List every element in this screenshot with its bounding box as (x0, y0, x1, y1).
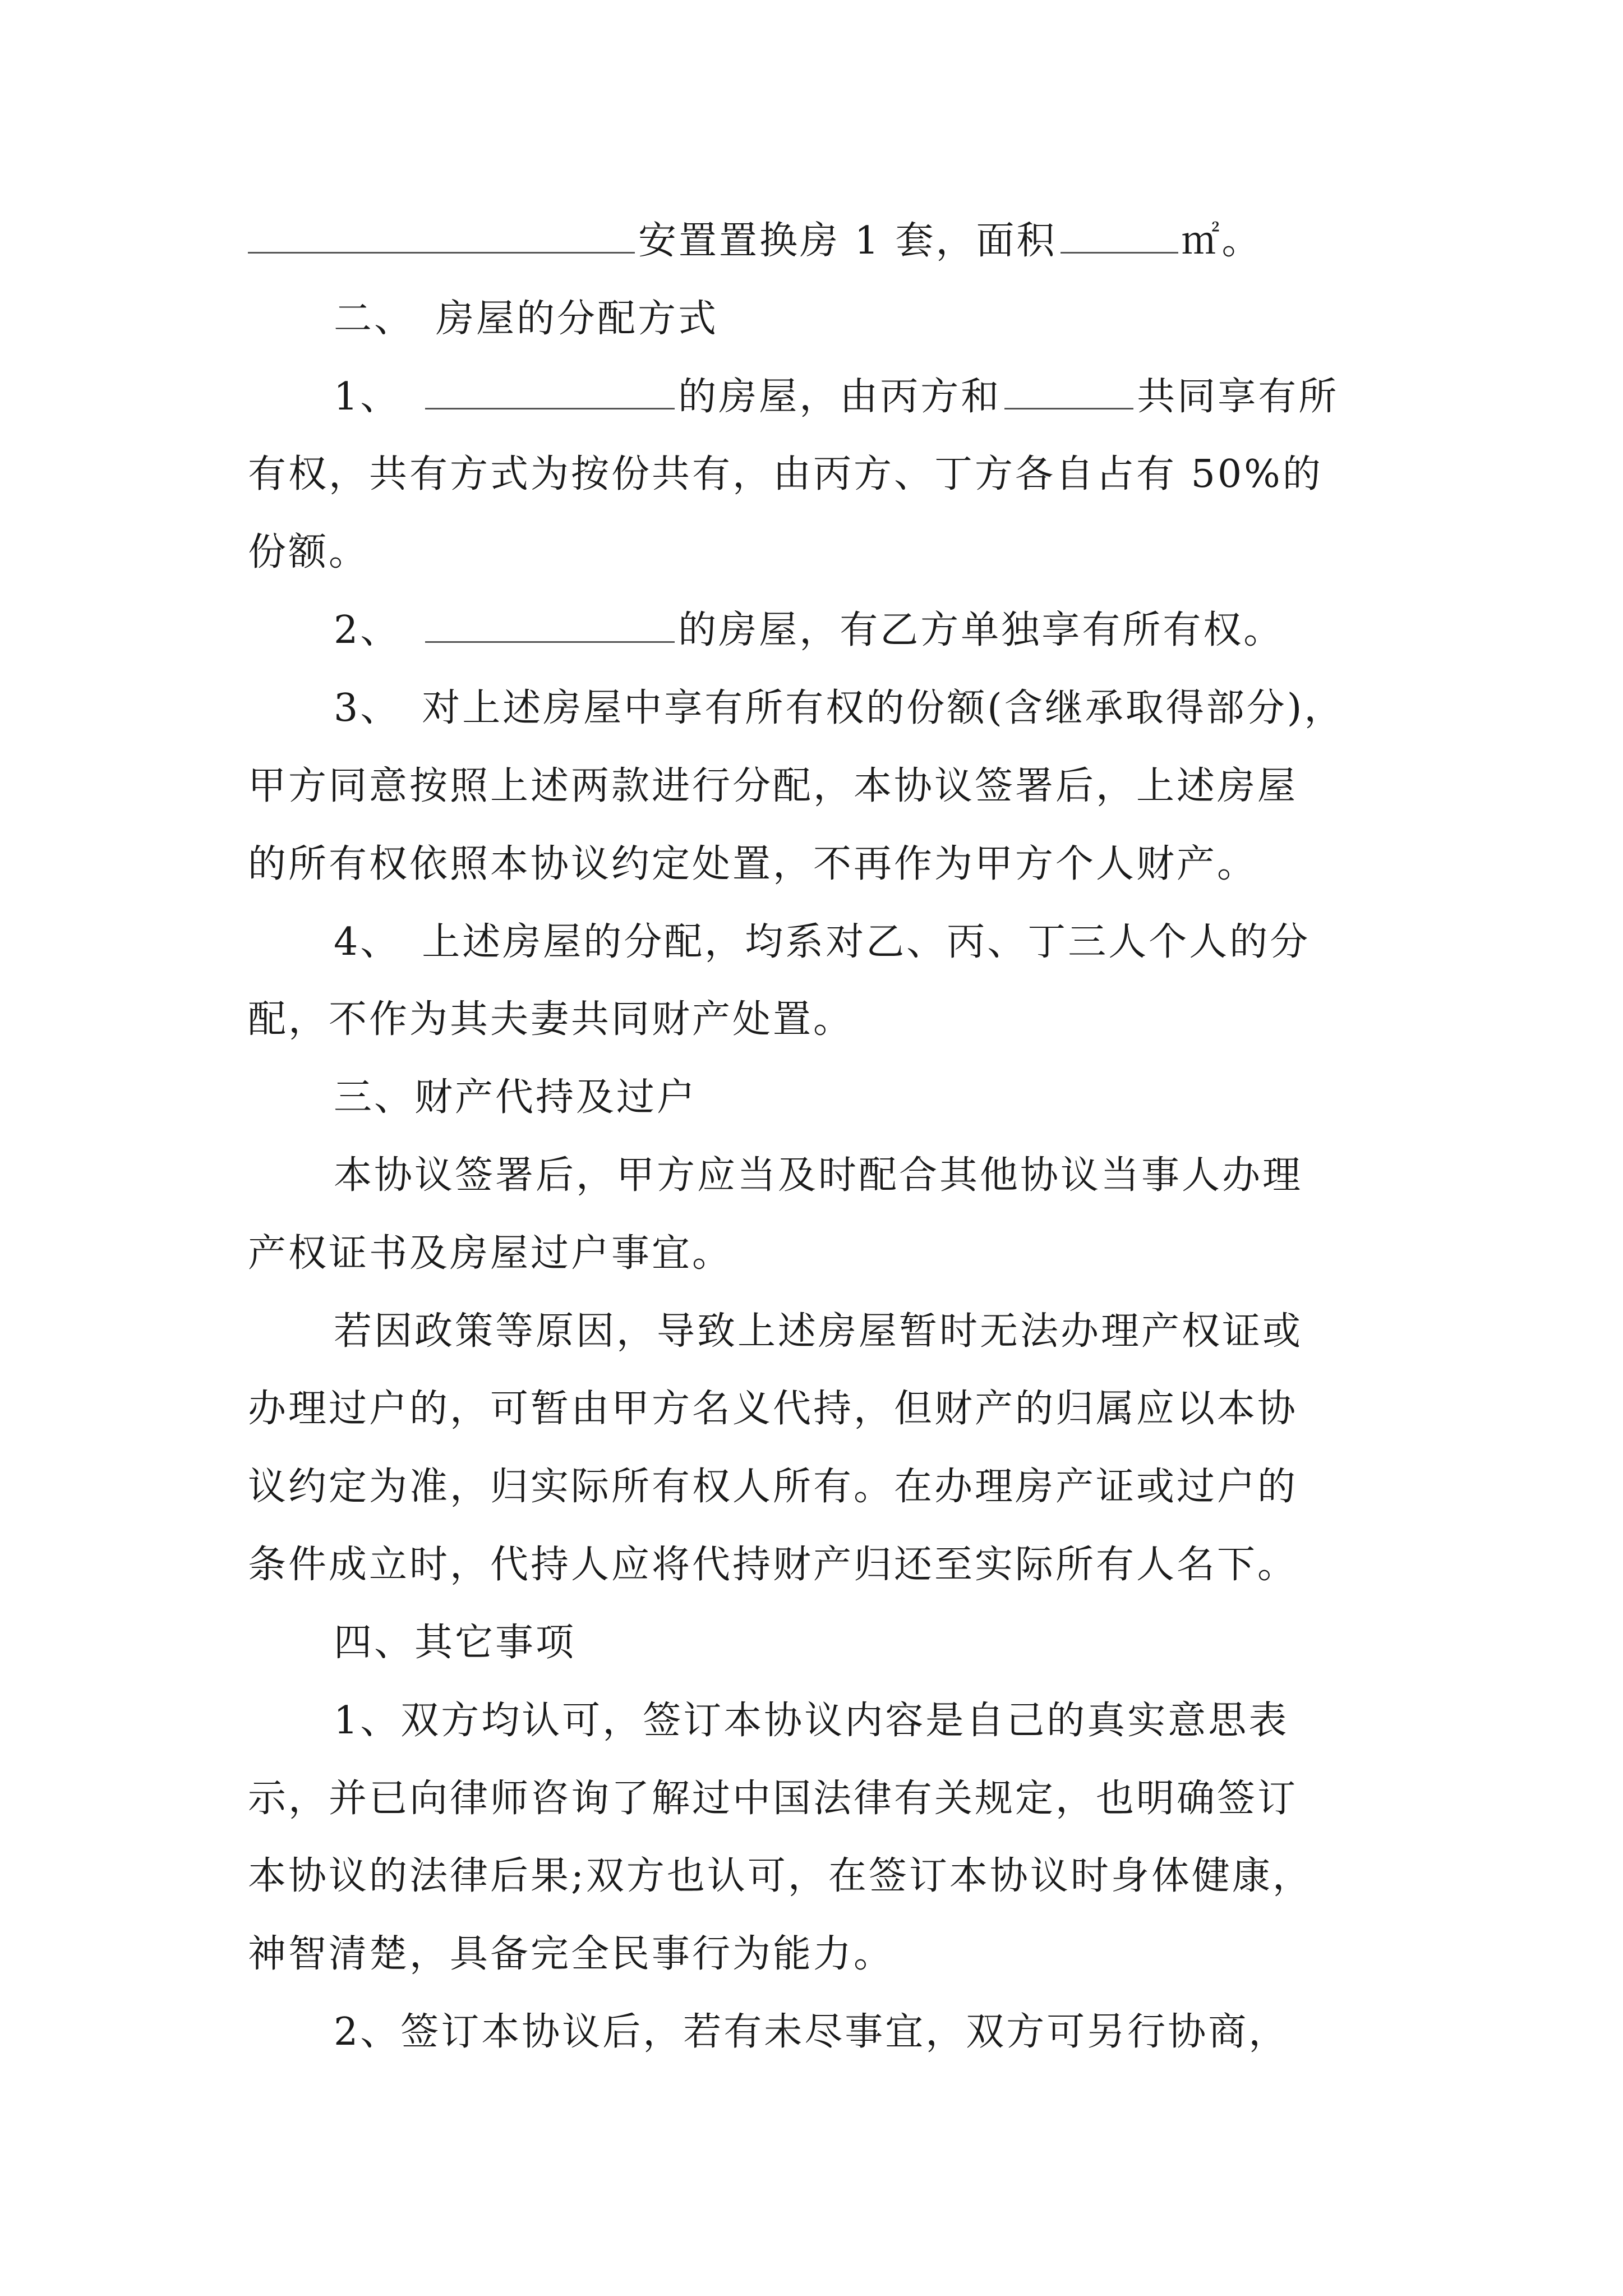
text-line: 份额。 (248, 530, 370, 574)
text-line (334, 602, 1284, 659)
fill-in-blank[interactable] (248, 218, 635, 254)
text-line: 甲方同意按照上述两款进行分配，本协议签署后，上述房屋 (248, 764, 1298, 808)
text-line: 配，不作为其夫妻共同财产处置。 (248, 997, 854, 1042)
text-line: 示，并已向律师咨询了解过中国法律有关规定，也明确签订 (248, 1777, 1298, 1821)
section-heading: 二、 房屋的分配方式 (334, 297, 719, 341)
section-heading: 四、其它事项 (334, 1621, 577, 1665)
text-line: 议约定为准，归实际所有权人所有。在办理房产证或过户的 (248, 1465, 1298, 1509)
property-blank[interactable] (425, 608, 675, 643)
text-line (334, 369, 1339, 425)
text-line: 本协议的法律后果;双方也认可，在签订本协议时身体健康， (248, 1854, 1313, 1898)
text-line: 3、 对上述房屋中享有所有权的份额(含继承取得部分)， (334, 686, 1345, 730)
text-line: 神智清楚，具备完全民事行为能力。 (248, 1932, 895, 1976)
text-line: 有权，共有方式为按份共有，由丙方、丁方各自占有 50%的 (248, 452, 1323, 496)
property-blank[interactable] (425, 374, 675, 409)
area-blank[interactable] (1061, 218, 1178, 254)
text-line: 4、 上述房屋的分配，均系对乙、丙、丁三人个人的分 (334, 920, 1311, 964)
text-line: 产权证书及房屋过户事宜。 (248, 1231, 733, 1276)
section-heading: 三、财产代持及过户 (334, 1075, 698, 1120)
area-unit: ㎡。 (1181, 219, 1262, 263)
text-line (248, 213, 1262, 269)
text-line: 条件成立时，代持人应将代持财产归还至实际所有人名下。 (248, 1543, 1298, 1587)
item-number: 1、 (334, 375, 422, 419)
text-line: 若因政策等原因，导致上述房屋暂时无法办理产权证或 (334, 1309, 1303, 1354)
text-line: 本协议签署后，甲方应当及时配合其他协议当事人办理 (334, 1153, 1303, 1198)
text-line: 1、双方均认可，签订本协议内容是自己的真实意思表 (334, 1699, 1289, 1743)
co-owner-blank[interactable] (1004, 374, 1133, 409)
line-text: 共同享有所 (1137, 375, 1339, 419)
line-text: 安置置换房 1 套，面积 (638, 219, 1057, 263)
line-text: 的房屋，有乙方单独享有所有权。 (678, 608, 1284, 652)
text-line: 2、签订本协议后，若有未尽事宜，双方可另行协商， (334, 2010, 1289, 2054)
text-line: 的所有权依照本协议约定处置，不再作为甲方个人财产。 (248, 842, 1258, 886)
line-text: 的房屋，由丙方和 (678, 375, 1002, 419)
text-line: 办理过户的，可暂由甲方名义代持，但财产的归属应以本协 (248, 1387, 1298, 1431)
item-number: 2、 (334, 608, 422, 652)
